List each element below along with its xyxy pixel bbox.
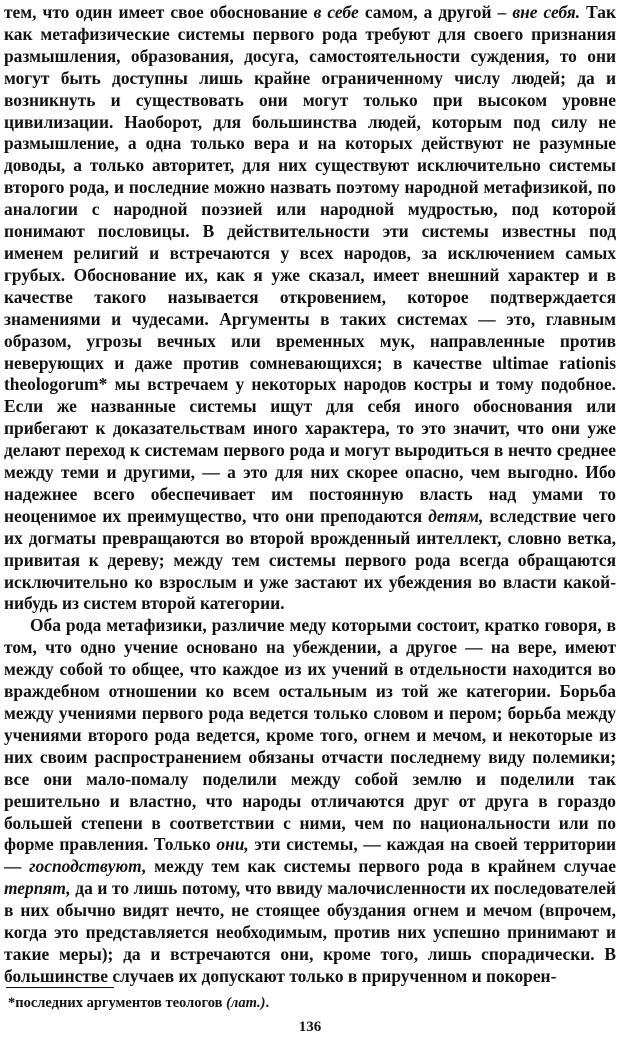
paragraph-2 [4,615,616,987]
text-run: да и то лишь потому, что ввиду малочисленности их последователей в них обычно видят нечто, не стоящее обуздания огнем и мечом (впрочем, когда это представляется необходимым, против них успешно принимают и такие меры); да и встречаются они, кроме того, лишь спорадически. В большинстве случаев их допускают только в прирученном и покорен- [4,878,616,986]
emphasized-text: детям, [428,505,484,526]
emphasized-text: вне себя. [512,2,581,22]
text-run: тем, что один имеет свое обоснование [4,2,314,22]
footnote-text: *последних аргументов теологов [8,995,227,1011]
page-number: 136 [298,1019,322,1035]
body-text [4,2,616,988]
text-run: самом, а другой – [358,2,513,22]
emphasized-text: господствуют, [29,856,147,877]
text-run: Так как метафизические системы первого рода требуют для своего признания размышления, образования, досуга, самостоятельности суждения, то они могут быть доступны лишь крайне ограниченному числу людей; да и возникнуть и существовать они могут только при высоком уровне цивилизации. Наоборот, для большинства людей, которым под силу не размышление, а одна только вера и на которых действуют не разумные доводы, а только авторитет, для них существуют исключительно системы второго рода, и последние можно назвать поэтому народной метафизикой, по аналогии с народной поэзией или народной мудростью, под которой понимают пословицы. В действительности эти системы известны под именем религий и встречаются у всех народов, за исключением самых грубых. Обоснование их, как я уже сказал, имеет внешний характер и в качестве такого называется откровением, которое подтверждается знамениями и чудесами. Аргументы в таких системах — это, главным образом, угрозы вечных или временных мук, направленные против неверующих и даже против сомневающихся; в качестве ultimae rationis theologorum* мы встречаем у некоторых народов костры и тому подобное. Если же названные системы ищут для себя иного обоснования или прибегают к доказательствам иного характера, то это значит, что они уже делают переход к системам первого рода и могут выродиться в нечто среднее между теми и другими, — а это для них скорее опасно, чем выгодно. Ибо надежнее всего обеспечивает им постоянную власть над умами то неоценимое их преимущество, что они преподаются [4,2,616,526]
emphasized-text: в себе [313,2,359,22]
footnote-divider [6,987,114,988]
text-run: между тем как системы первого рода в крайнем случае [146,856,616,877]
footnote-end: . [265,995,270,1011]
footnote [8,994,608,1012]
paragraph-1 [4,2,616,615]
text-run: вследствие чего их догматы превращаются во второй врожденный интеллект, словно ветка, привитая к дереву; между тем системы первого рода всегда обращаются исключительно ко взрослым и уже застают их убеждения во власти какой-нибудь из систем второй категории. [4,505,617,614]
text-run: Оба рода метафизики, различие меду которыми состоит, кратко говоря, в том, что одно учение основано на убеждении, а другое — на вере, имеют между собой то общее, что каждое из их учений в отдельности находится во враждебном отношении ко всем остальным из той же категории. Борьба между учениями первого рода ведется только словом и пером; борьба между учениями второго рода ведется, кроме того, огнем и мечом, и некоторые из них своим распространением обязаны отчасти последнему виду полемики; все они мало-помалу поделили между собой землю и поделили так решительно и властно, что народы отличаются друг от друга в гораздо большей степени в соответствии с ними, чем по национальности или по форме правления. Только [4,615,616,855]
text-run: эти системы, — каждая на своей территории — [4,834,616,877]
emphasized-text: они, [216,834,249,855]
footnote-language-note: (лат.) [226,995,266,1011]
emphasized-text: терпят, [4,878,71,899]
